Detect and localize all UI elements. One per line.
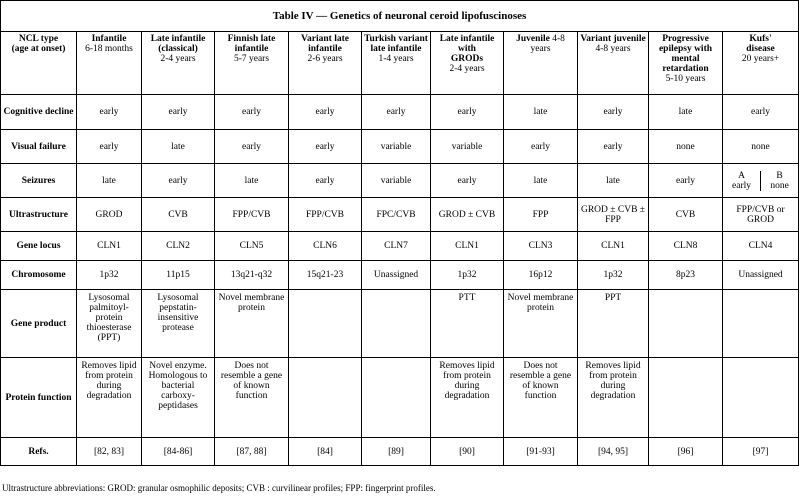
row-label: Gene locus	[1, 232, 77, 261]
table-cell: early	[578, 95, 649, 130]
table-cell: FPP	[504, 198, 578, 232]
header-finnish	[215, 32, 289, 95]
table-cell: [82, 83]	[77, 438, 142, 466]
kufs-b-label: B	[776, 170, 783, 181]
table-cell: 1p32	[77, 261, 142, 290]
table-cell: early	[504, 130, 578, 164]
table-cell: CLN1	[578, 232, 649, 261]
table-cell: [84]	[289, 438, 362, 466]
header-age: 1-4 years	[378, 54, 414, 64]
kufs-seizures-a	[723, 171, 760, 191]
table-cell: 15q21-23	[289, 261, 362, 290]
table-cell: GROD ± CVB ± FPP	[578, 198, 649, 232]
table-cell	[723, 358, 799, 438]
title-row	[1, 1, 799, 32]
table-cell: Removes lipid from protein during degradation	[431, 358, 504, 438]
table-cell: early	[77, 95, 142, 130]
table-cell: CLN4	[723, 232, 799, 261]
table-cell: CLN6	[289, 232, 362, 261]
table-cell: late	[215, 164, 289, 198]
header-name: Variant late infantile	[301, 34, 349, 54]
row-ultrastructure	[1, 198, 799, 232]
table-cell: PTT	[431, 290, 504, 358]
table-cell: 1p32	[578, 261, 649, 290]
table-cell: FPP/CVB or GROD	[723, 198, 799, 232]
header-epilepsy	[649, 32, 723, 95]
table-cell: late	[578, 164, 649, 198]
table-cell: late	[504, 164, 578, 198]
table-cell: Lysosomal pepstatin-insensitive protease	[142, 290, 215, 358]
table-cell	[649, 358, 723, 438]
table-cell: early	[649, 164, 723, 198]
table-cell: CVB	[649, 198, 723, 232]
header-ncl-type-label: NCL type	[18, 34, 59, 44]
table-cell: early	[77, 130, 142, 164]
table-cell: variable	[362, 130, 431, 164]
table-cell: [94, 95]	[578, 438, 649, 466]
row-label: Protein function	[1, 358, 77, 438]
table-title: Table IV — Genetics of neuronal ceroid lipofuscinoses	[1, 1, 799, 32]
table-cell	[723, 290, 799, 358]
table-cell: CLN1	[77, 232, 142, 261]
header-name: Juvenile	[516, 34, 550, 44]
table-cell: 1p32	[431, 261, 504, 290]
table-cell: early	[142, 95, 215, 130]
header-name: Infantile	[91, 34, 127, 44]
kufs-seizures-b	[760, 171, 798, 191]
table-cell: GROD ± CVB	[431, 198, 504, 232]
header-name-sub: disease	[746, 44, 775, 54]
row-gene-product	[1, 290, 799, 358]
table-cell: [84-86]	[142, 438, 215, 466]
kufs-seizures-cell	[723, 164, 799, 198]
row-gene-locus	[1, 232, 799, 261]
table-cell: early	[289, 164, 362, 198]
table-cell: CVB	[142, 198, 215, 232]
table-cell: early	[215, 130, 289, 164]
table-cell: FPC/CVB	[362, 198, 431, 232]
table-cell: early	[362, 95, 431, 130]
row-chromosome	[1, 261, 799, 290]
table-cell: Novel membrane protein	[215, 290, 289, 358]
table-cell: FPP/CVB	[289, 198, 362, 232]
kufs-a-label: A	[738, 170, 745, 181]
header-ncl-type	[1, 32, 77, 95]
kufs-b-value: none	[770, 180, 789, 191]
row-cognitive	[1, 95, 799, 130]
row-refs	[1, 438, 799, 466]
header-name-bold: GRODs	[450, 54, 484, 64]
table-cell: [89]	[362, 438, 431, 466]
table-cell: early	[431, 95, 504, 130]
table-cell: 13q21-q32	[215, 261, 289, 290]
table-cell: early	[142, 164, 215, 198]
table-cell: FPP/CVB	[215, 198, 289, 232]
table-cell: Does not resemble a gene of known function	[215, 358, 289, 438]
table-cell: GROD	[77, 198, 142, 232]
table-cell: early	[431, 164, 504, 198]
header-kufs	[723, 32, 799, 95]
table-cell: Unassigned	[362, 261, 431, 290]
table-cell: variable	[362, 164, 431, 198]
header-name: Progressive epilepsy with mental retardation	[658, 34, 713, 74]
table-cell: [96]	[649, 438, 723, 466]
table-cell: early	[578, 130, 649, 164]
header-variant-late	[289, 32, 362, 95]
table-cell	[289, 290, 362, 358]
table-cell: CLN2	[142, 232, 215, 261]
table-cell: [90]	[431, 438, 504, 466]
table-cell	[362, 290, 431, 358]
header-name: Variant juvenile	[580, 34, 646, 44]
footnote: Ultrastructure abbreviations: GROD: granular osmophilic deposits; CVB : curvilinear profiles; FPP: fingerprint profiles.	[2, 483, 436, 493]
table-cell: late	[504, 95, 578, 130]
table-cell: Novel enzyme. Homologous to bacterial carboxy-peptidases	[142, 358, 215, 438]
row-visual	[1, 130, 799, 164]
table-cell: early	[289, 95, 362, 130]
header-age: 5-10 years	[665, 74, 706, 84]
row-protein-function	[1, 358, 799, 438]
table-cell: early	[215, 95, 289, 130]
row-label: Seizures	[1, 164, 77, 198]
header-age: 2-4 years	[449, 64, 485, 74]
row-label: Gene product	[1, 290, 77, 358]
header-age: 20 years+	[741, 54, 780, 64]
header-name: Kufs'	[749, 34, 772, 44]
header-age: 4-8 years	[530, 34, 565, 54]
header-variant-juvenile	[578, 32, 649, 95]
header-age: 6-18 months	[85, 44, 133, 54]
header-name-sub: (classical)	[158, 44, 198, 54]
table-cell: Removes lipid from protein during degradation	[578, 358, 649, 438]
table-cell: CLN8	[649, 232, 723, 261]
header-row	[1, 32, 799, 95]
row-label: Chromosome	[1, 261, 77, 290]
table-cell: CLN3	[504, 232, 578, 261]
table-cell: Novel membrane protein	[504, 290, 578, 358]
header-late-infantile	[142, 32, 215, 95]
row-label: Cognitive decline	[1, 95, 77, 130]
kufs-a-value: early	[732, 180, 752, 191]
row-seizures	[1, 164, 799, 198]
header-age: 2-6 years	[307, 54, 343, 64]
row-label: Visual failure	[1, 130, 77, 164]
row-label: Refs.	[1, 438, 77, 466]
table-cell: Unassigned	[723, 261, 799, 290]
table-cell: Removes lipid from protein during degradation	[77, 358, 142, 438]
header-name: Finnish late infantile	[227, 34, 276, 54]
table-cell: late	[649, 95, 723, 130]
table-cell: [87, 88]	[215, 438, 289, 466]
table-cell: variable	[431, 130, 504, 164]
table-cell: CLN1	[431, 232, 504, 261]
row-label: Ultrastructure	[1, 198, 77, 232]
table-cell	[289, 358, 362, 438]
table-cell: PPT	[578, 290, 649, 358]
table-cell: CLN5	[215, 232, 289, 261]
header-turkish	[362, 32, 431, 95]
header-infantile	[77, 32, 142, 95]
header-name: Turkish variant late infantile	[364, 34, 428, 54]
table-cell	[649, 290, 723, 358]
header-name: Late infantile with	[439, 34, 495, 54]
header-late-grods	[431, 32, 504, 95]
table-cell: 16p12	[504, 261, 578, 290]
header-name: Late infantile	[150, 34, 206, 44]
table-cell: early	[723, 95, 799, 130]
table-cell: 11p15	[142, 261, 215, 290]
table-cell: late	[142, 130, 215, 164]
table-cell: late	[77, 164, 142, 198]
table-cell: CLN7	[362, 232, 431, 261]
header-age: 5-7 years	[233, 54, 270, 64]
table-cell: [91-93]	[504, 438, 578, 466]
header-age: 2-4 years	[160, 54, 196, 64]
table-cell: Does not resemble a gene of known function	[504, 358, 578, 438]
table-cell: early	[289, 130, 362, 164]
header-ncl-type-sub: (age at onset)	[11, 44, 66, 54]
table-cell: Lysosomal palmitoyl-protein thioesterase (PPT)	[77, 290, 142, 358]
header-age: 4-8 years	[595, 44, 631, 54]
table-cell: 8p23	[649, 261, 723, 290]
table-cell: [97]	[723, 438, 799, 466]
kufs-seizures-split	[723, 171, 798, 191]
table-cell: none	[649, 130, 723, 164]
header-juvenile	[504, 32, 578, 95]
table-cell: none	[723, 130, 799, 164]
table-cell	[362, 358, 431, 438]
